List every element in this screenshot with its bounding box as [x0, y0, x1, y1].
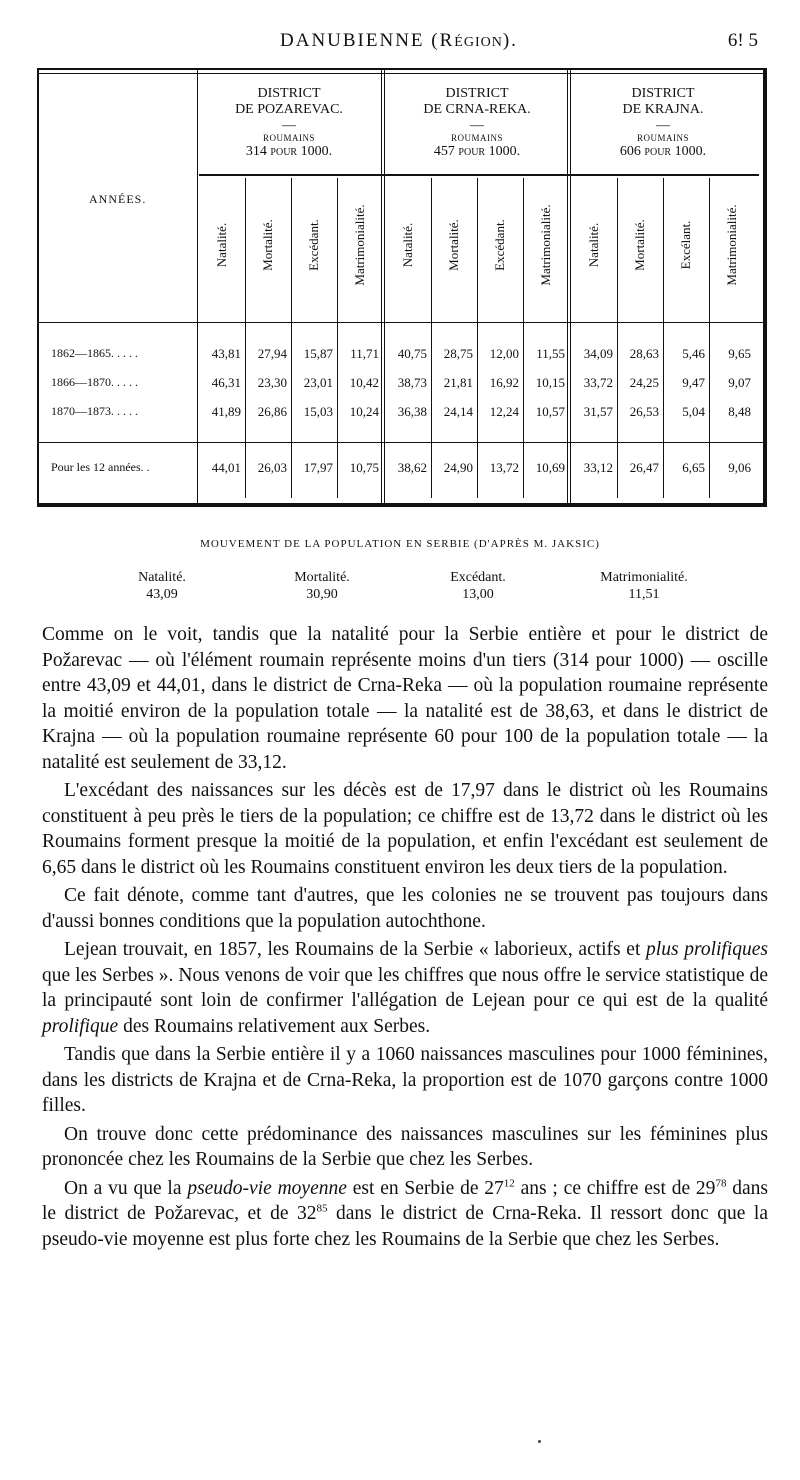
print-speck	[538, 1440, 541, 1443]
table-cell: 12,24	[489, 404, 519, 419]
running-header	[0, 30, 800, 54]
table-cell: 34,09	[583, 346, 613, 361]
paragraph: Comme on le voit, tandis que la natalité pour la Serbie entière et pour le district de Požarevac — où l'élément roumain représente moins d'un tiers (314 pour 1000) — oscille entre 43,09 et 44,01, dans le district de Crna-Reka — où la population roumaine représente la moitié environ de la population totale — la natalité est de 38,63, et dans le district de Krajna — où la population roumaine représente 60 pour 100 de la population totale — la natalité est seulement de 33,12.	[42, 624, 768, 773]
district-header: DISTRICT DE CRNA-REKA. — ROUMAINS 457 POUR 1000.	[423, 86, 531, 159]
table-cell: 16,92	[489, 375, 519, 390]
table-rule	[567, 70, 571, 503]
total-cell: 44,01	[211, 460, 241, 475]
table-rule	[709, 178, 710, 498]
table-rule	[39, 442, 763, 443]
table-cell: 12,00	[489, 346, 519, 361]
column-header: Matrimonialité.	[352, 204, 367, 286]
table-cell: 8,48	[728, 404, 751, 419]
column-header: Mortalité.	[260, 219, 275, 271]
district-header: DISTRICT DE POZAREVAC. — ROUMAINS 314 POUR 1000.	[235, 86, 343, 159]
row-label: 1866—1870. . . . .	[51, 375, 138, 389]
table-cell: 21,81	[443, 375, 473, 390]
column-header: Natalité.	[586, 222, 601, 268]
table-cell: 9,47	[682, 375, 705, 390]
table-rule	[337, 178, 338, 498]
statistics-table	[37, 68, 767, 507]
table-cell: 27,94	[257, 346, 287, 361]
table-rule	[381, 70, 385, 503]
column-header: Natalité.	[214, 222, 229, 268]
table-cell: 24,14	[443, 404, 473, 419]
district-header: DISTRICT DE KRAJNA. — ROUMAINS 606 POUR 1000.	[619, 86, 707, 159]
body-text	[42, 622, 768, 1252]
table-cell: 36,38	[397, 404, 427, 419]
table-cell: 11,55	[536, 346, 565, 361]
table-cell: 28,63	[629, 346, 659, 361]
table-rule	[39, 73, 763, 74]
summary-stat: Mortalité. 30,90	[294, 570, 350, 602]
table-cell: 10,57	[535, 404, 565, 419]
table-rule	[199, 174, 759, 176]
paragraph: On trouve donc cette prédominance des naissances masculines sur les féminines plus prononcée chez les Roumains de la Serbie que chez les Serbes.	[42, 1123, 768, 1170]
total-cell: 33,12	[583, 460, 613, 475]
table-cell: 11,71	[350, 346, 379, 361]
column-header: Mortalité.	[632, 219, 647, 271]
row-label: 1870—1873. . . . .	[51, 404, 138, 418]
total-cell: 10,69	[535, 460, 565, 475]
total-cell: 17,97	[303, 460, 333, 475]
table-cell: 10,15	[535, 375, 565, 390]
summary-stat: Natalité. 43,09	[138, 570, 186, 602]
paragraph: L'excédant des naissances sur les décès est de 17,97 dans le district où les Roumains constituent à peu près le tiers de la population; ce chiffre est de 13,72 dans le district où les Roumains forment presque la moitié de la population, et enfin l'excédant est seulement de 6,65 dans le district où les Roumains constituent environ les deux tiers de la population.	[42, 780, 768, 878]
total-cell: 26,47	[629, 460, 659, 475]
table-cell: 40,75	[397, 346, 427, 361]
row-label: 1862—1865. . . . .	[51, 346, 138, 360]
total-cell: 13,72	[489, 460, 519, 475]
table-cell: 31,57	[583, 404, 613, 419]
summary-stat: Matrimonialité. 11,51	[600, 570, 688, 602]
total-cell: 10,75	[349, 460, 379, 475]
total-cell: 24,90	[443, 460, 473, 475]
table-cell: 10,42	[349, 375, 379, 390]
total-cell: 9,06	[728, 460, 751, 475]
table-rule	[39, 322, 763, 323]
table-cell: 10,24	[349, 404, 379, 419]
total-cell: 6,65	[682, 460, 705, 475]
paragraph: Ce fait dénote, comme tant d'autres, que les colonies ne se trouvent pas toujours dans d'aussi bonnes conditions que la population autochthone.	[42, 885, 768, 932]
table-cell: 23,01	[303, 375, 333, 390]
running-title: DANUBIENNE (RÉGION).	[280, 30, 518, 51]
table-cell: 23,30	[257, 375, 287, 390]
column-header: Mortalité.	[446, 219, 461, 271]
table-rule	[197, 70, 198, 503]
column-header: Matrimonialité.	[538, 204, 553, 286]
table-rule	[245, 178, 246, 498]
summary-caption: MOUVEMENT DE LA POPULATION EN SERBIE (D'APRÈS M. JAKSIC)	[200, 538, 600, 550]
page-number: 6! 5	[727, 30, 758, 51]
total-row-label: Pour les 12 années. .	[51, 460, 150, 474]
table-rule	[663, 178, 664, 498]
table-cell: 9,65	[728, 346, 751, 361]
annees-label: ANNÉES.	[89, 192, 147, 206]
table-rule	[431, 178, 432, 498]
table-rule	[477, 178, 478, 498]
total-cell: 26,03	[257, 460, 287, 475]
table-cell: 15,87	[303, 346, 333, 361]
column-header: Excédant.	[306, 219, 321, 271]
total-cell: 38,62	[397, 460, 427, 475]
paragraph: Tandis que dans la Serbie entière il y a 1060 naissances masculines pour 1000 féminines, dans les districts de Krajna et de Crna-Reka, la proportion est de 1070 garçons contre 1000 filles.	[42, 1044, 768, 1116]
table-cell: 38,73	[397, 375, 427, 390]
summary-stat: Excédant. 13,00	[450, 570, 506, 602]
table-cell: 26,53	[629, 404, 659, 419]
table-cell: 43,81	[211, 346, 241, 361]
table-cell: 46,31	[211, 375, 241, 390]
column-header: Excédant.	[492, 219, 507, 271]
table-cell: 5,46	[682, 346, 705, 361]
table-cell: 26,86	[257, 404, 287, 419]
column-header: Excélant.	[678, 220, 693, 270]
table-cell: 24,25	[629, 375, 659, 390]
table-cell: 41,89	[211, 404, 241, 419]
table-cell: 9,07	[728, 375, 751, 390]
table-rule	[291, 178, 292, 498]
paragraph: Lejean trouvait, en 1857, les Roumains de la Serbie « laborieux, actifs et plus prolifiques que les Serbes ». Nous venons de voir que les chiffres que nous offre le service statistique de la principauté sont loin de confirmer l'allégation de Lejean pour ce qui est de la qualité prolifique des Roumains relativement aux Serbes.	[42, 939, 768, 1037]
table-cell: 15,03	[303, 404, 333, 419]
table-cell: 5,04	[682, 404, 705, 419]
column-header: Natalité.	[400, 222, 415, 268]
table-rule	[523, 178, 524, 498]
table-cell: 28,75	[443, 346, 473, 361]
paragraph: On a vu que la pseudo-vie moyenne est en Serbie de $27^{12}$ ans ; ce chiffre est de $29^{78}$ dans le district de Požarevac, et de $32^{85}$ dans le district de Crna-Reka. Il ressort donc que la pseudo-vie moyenne est plus forte chez les Roumains de la Serbie que chez les Serbes.	[42, 1177, 769, 1250]
table-rule	[617, 178, 618, 498]
column-header: Matrimonialité.	[724, 204, 739, 286]
table-cell: 33,72	[583, 375, 613, 390]
